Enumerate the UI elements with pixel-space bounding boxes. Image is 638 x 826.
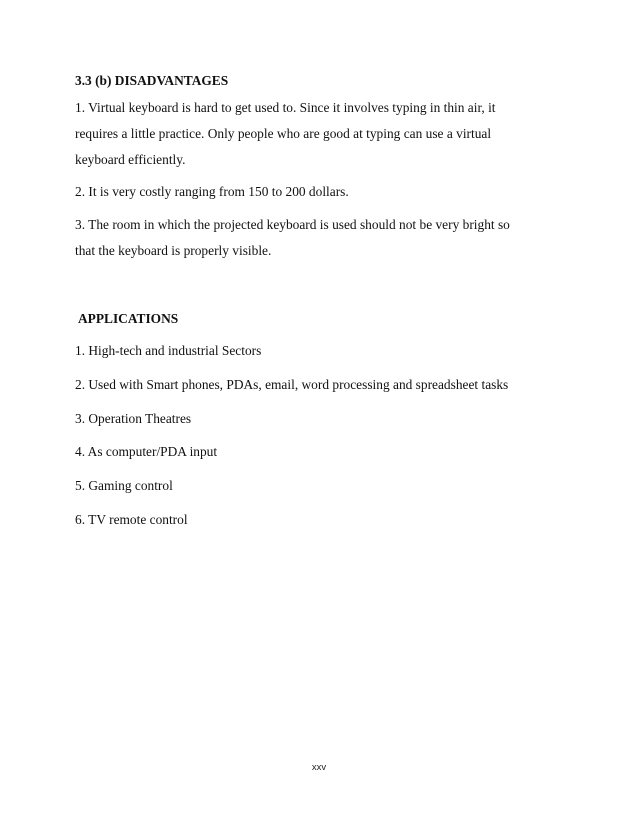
disadvantage-item-1-line-3: keyboard efficiently. [75, 152, 186, 167]
disadvantage-item-3-line-1: 3. The room in which the projected keyboard is used should not be very bright so [75, 217, 510, 232]
application-item: 6. TV remote control [75, 512, 188, 527]
disadvantage-item-3-line-2: that the keyboard is properly visible. [75, 243, 272, 258]
applications-heading: APPLICATIONS [78, 311, 179, 326]
application-item: 1. High-tech and industrial Sectors [75, 343, 262, 358]
disadvantage-item-1-line-1: 1. Virtual keyboard is hard to get used to. Since it involves typing in thin air, it [75, 100, 496, 115]
disadvantages-heading: 3.3 (b) DISADVANTAGES [75, 73, 229, 88]
disadvantage-item-1-line-2: requires a little practice. Only people who are good at typing can use a virtual [75, 126, 492, 141]
application-item: 4. As computer/PDA input [75, 444, 218, 459]
application-item: 2. Used with Smart phones, PDAs, email, word processing and spreadsheet tasks [75, 377, 509, 392]
application-item: 5. Gaming control [75, 478, 173, 493]
page-number: xxv [311, 762, 327, 773]
application-item: 3. Operation Theatres [75, 411, 192, 426]
disadvantage-item-2: 2. It is very costly ranging from 150 to 200 dollars. [75, 184, 349, 199]
